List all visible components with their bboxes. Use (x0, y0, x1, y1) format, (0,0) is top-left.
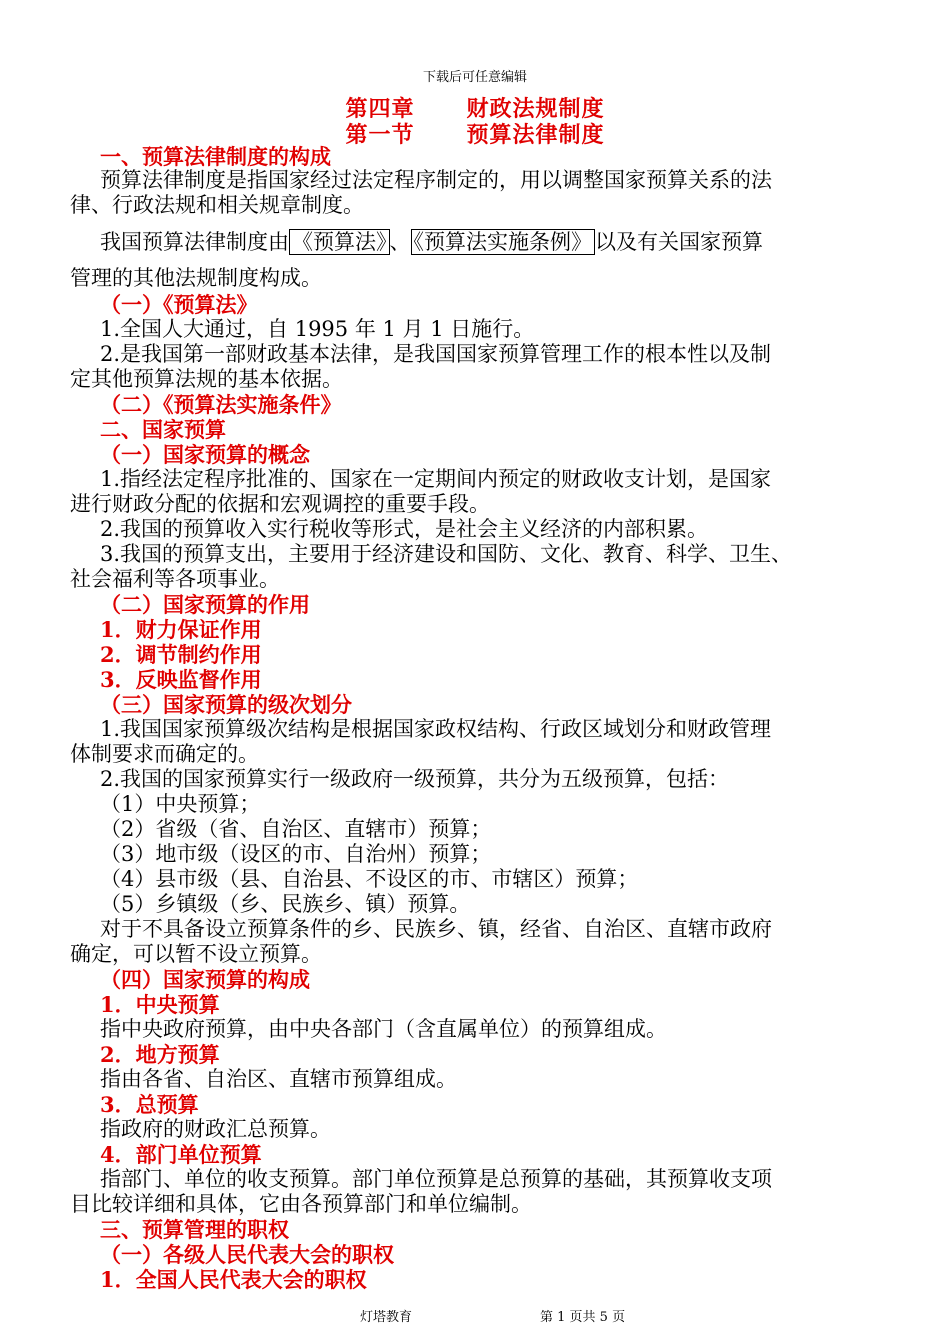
list-item: 3.我国的预算支出，主要用于经济建设和国防、文化、教育、科学、卫生、 (100, 542, 793, 566)
heading-2: 二、国家预算 (100, 417, 226, 442)
list-item: 2.我国的预算收入实行税收等形式，是社会主义经济的内部积累。 (100, 517, 709, 541)
subheading: （一）各级人民代表大会的职权 (100, 1242, 394, 1267)
list-item-continued: 社会福利等各项事业。 (70, 567, 280, 591)
chapter-number: 第四章 (345, 96, 415, 122)
paragraph-line: 确定，可以暂不设立预算。 (70, 942, 322, 966)
footer-page-info: 第 1 页共 5 页 (540, 1310, 626, 1325)
section-name: 预算法律制度 (466, 122, 605, 148)
list-item-continued: 进行财政分配的依据和宏观调控的重要手段。 (70, 492, 490, 516)
subheading: （三）国家预算的级次划分 (100, 692, 352, 717)
subheading: 1．财力保证作用 (100, 617, 262, 642)
boxed-law-name: 《预算法》 (289, 229, 390, 255)
list-item-continued: 定其他预算法规的基本依据。 (70, 367, 343, 391)
paragraph-line-with-boxes (100, 230, 763, 255)
paragraph-line: 预算法律制度是指国家经过法定程序制定的，用以调整国家预算关系的法 (100, 168, 772, 192)
subheading: （二）《预算法实施条件》 (100, 392, 342, 417)
footer-company: 灯塔教育 (360, 1310, 413, 1325)
subheading: 2．调节制约作用 (100, 642, 262, 667)
list-item: 1.全国人大通过，自 1995 年 1 月 1 日施行。 (100, 317, 535, 341)
subheading: （四）国家预算的构成 (100, 967, 310, 992)
boxed-law-name: 《预算法实施条例》 (411, 229, 596, 255)
subheading: 1．全国人民代表大会的职权 (100, 1267, 367, 1292)
list-item: 2.我国的国家预算实行一级政府一级预算，共分为五级预算，包括： (100, 767, 730, 791)
subheading: （一）《预算法》 (100, 292, 258, 317)
paragraph-line: 律、行政法规和相关规章制度。 (70, 193, 364, 217)
list-item: （4）县市级（县、自治县、不设区的市、市辖区）预算； (100, 867, 639, 891)
subheading: 4．部门单位预算 (100, 1142, 262, 1167)
text-run: 我国预算法律制度由 (100, 230, 289, 254)
text-run: 以及有关国家预算 (595, 230, 763, 254)
list-item: （5）乡镇级（乡、民族乡、镇）预算。 (100, 892, 471, 916)
paragraph-line: 目比较详细和具体，它由各预算部门和单位编制。 (70, 1192, 532, 1216)
subheading: （二）国家预算的作用 (100, 592, 310, 617)
subheading: 3．反映监督作用 (100, 667, 262, 692)
heading-3: 三、预算管理的职权 (100, 1217, 289, 1242)
paragraph-line: 指部门、单位的收支预算。部门单位预算是总预算的基础，其预算收支项 (100, 1167, 772, 1191)
list-item: 1.我国国家预算级次结构是根据国家政权结构、行政区域划分和财政管理 (100, 717, 772, 741)
list-item: （1）中央预算； (100, 792, 261, 816)
list-item: （2）省级（省、自治区、直辖市）预算； (100, 817, 492, 841)
list-item: 2.是我国第一部财政基本法律，是我国国家预算管理工作的根本性以及制 (100, 342, 772, 366)
paragraph-line: 指政府的财政汇总预算。 (100, 1117, 331, 1141)
chapter-name: 财政法规制度 (466, 96, 605, 122)
paragraph-line: 管理的其他法规制度构成。 (70, 266, 322, 290)
list-item: （3）地市级（设区的市、自治州）预算； (100, 842, 492, 866)
paragraph-line: 指中央政府预算，由中央各部门（含直属单位）的预算组成。 (100, 1017, 667, 1041)
subheading: 1．中央预算 (100, 992, 220, 1017)
paragraph-line: 指由各省、自治区、直辖市预算组成。 (100, 1067, 457, 1091)
section-number: 第一节 (345, 122, 415, 148)
list-item: 1.指经法定程序批准的、国家在一定期间内预定的财政收支计划，是国家 (100, 467, 772, 491)
text-run: 、 (389, 230, 411, 254)
page-header-note: 下载后可任意编辑 (422, 70, 527, 85)
paragraph-line: 对于不具备设立预算条件的乡、民族乡、镇，经省、自治区、直辖市政府 (100, 917, 772, 941)
subheading: 2．地方预算 (100, 1042, 220, 1067)
list-item-continued: 体制要求而确定的。 (70, 742, 259, 766)
heading-1: 一、预算法律制度的构成 (100, 144, 331, 169)
subheading: 3．总预算 (100, 1092, 199, 1117)
subheading: （一）国家预算的概念 (100, 442, 310, 467)
